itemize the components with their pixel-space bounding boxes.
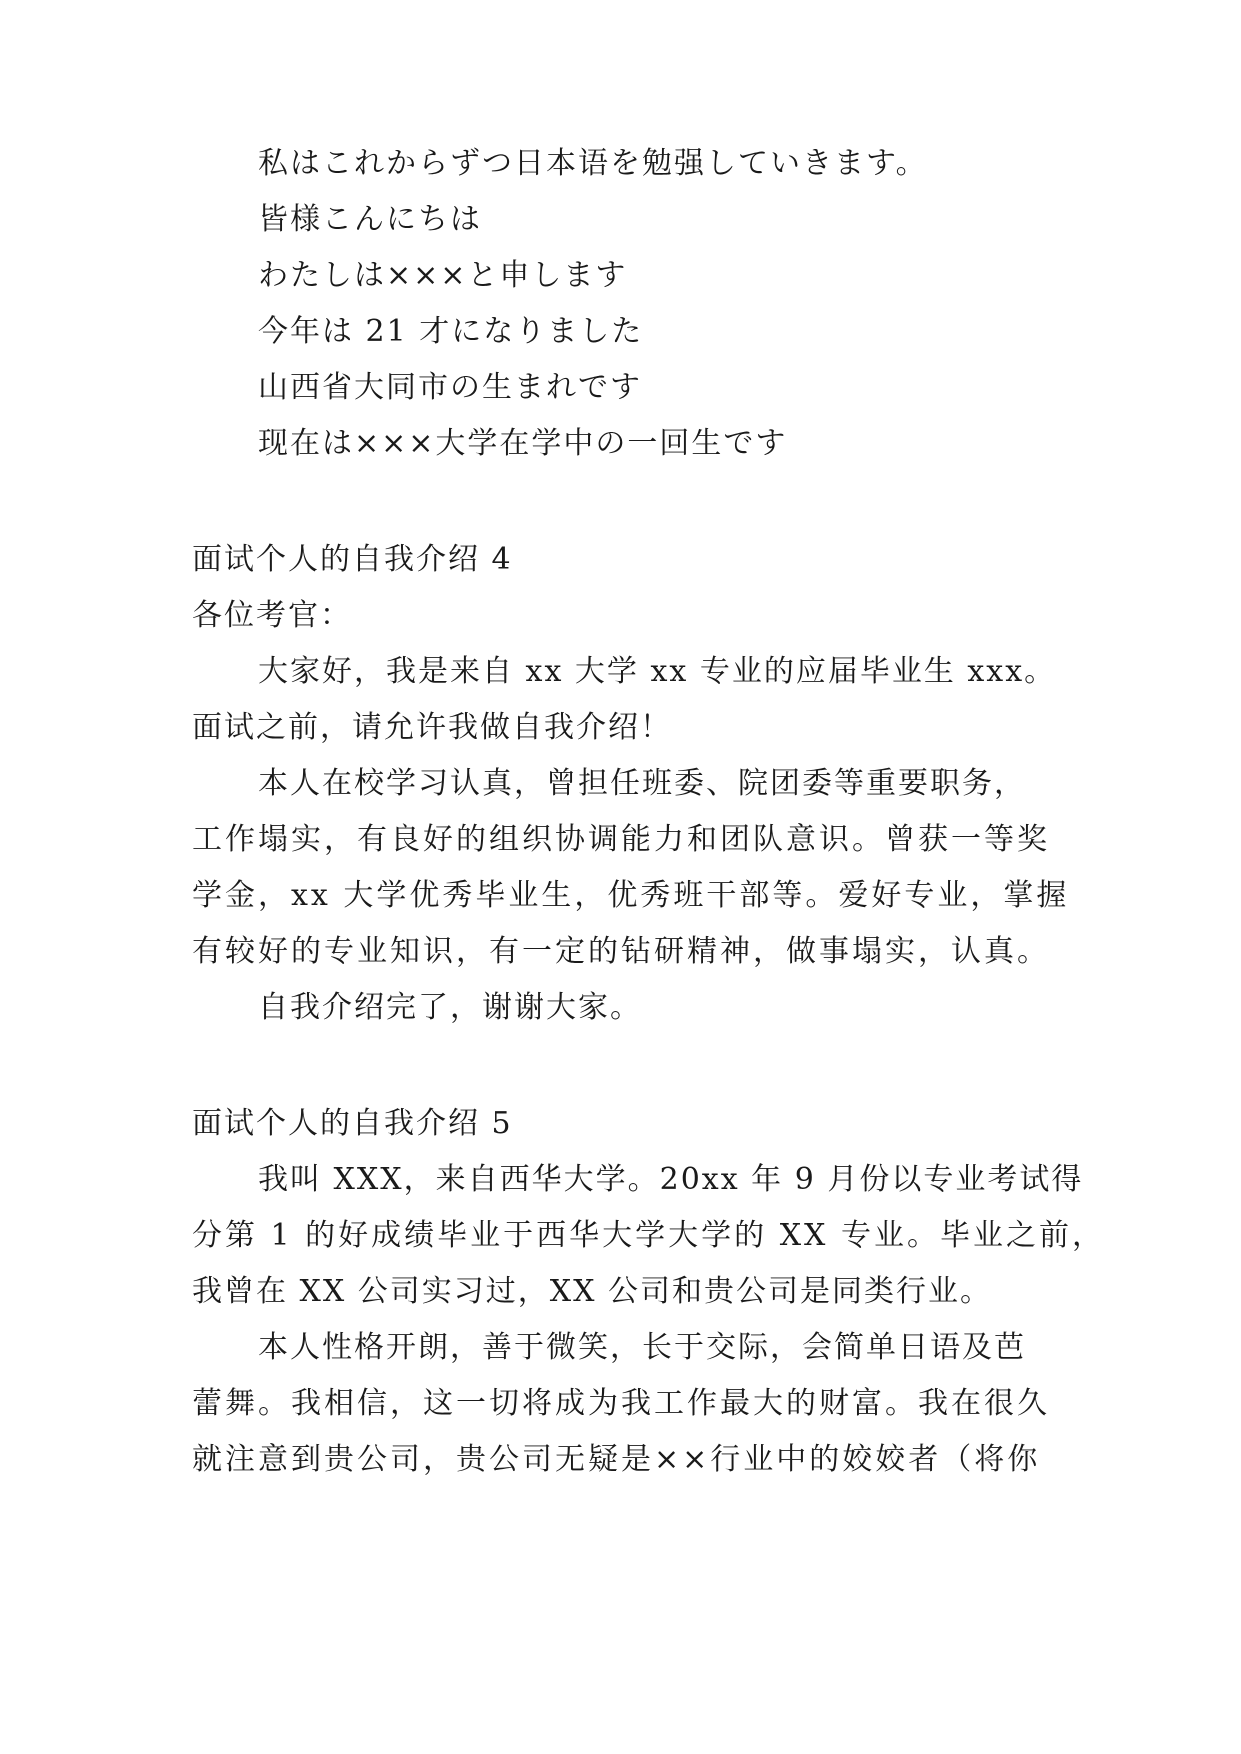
greeting: 各位考官：: [192, 598, 352, 633]
paragraph-line: 学金，xx 大学优秀毕业生，优秀班干部等。爱好专业，掌握: [192, 878, 1070, 913]
paragraph-line: 蕾舞。我相信，这一切将成为我工作最大的财富。我在很久: [192, 1386, 1050, 1421]
japanese-line: 现在は×××大学在学中の一回生です: [258, 426, 788, 461]
section-title: 面试个人的自我介绍 5: [192, 1106, 513, 1141]
paragraph-line: 本人性格开朗，善于微笑，长于交际，会简单日语及芭: [258, 1330, 1026, 1365]
japanese-line: 山西省大同市の生まれです: [258, 370, 642, 405]
paragraph-line: 面试之前，请允许我做自我介绍！: [192, 710, 672, 745]
paragraph-line: 分第 1 的好成绩毕业于西华大学大学的 XX 专业。毕业之前，: [192, 1218, 1105, 1253]
paragraph-line: 我曾在 XX 公司实习过，XX 公司和贵公司是同类行业。: [192, 1274, 993, 1309]
japanese-line: 皆様こんにちは: [258, 202, 482, 237]
japanese-line: 私はこれからずつ日本语を勉强していきます。: [258, 146, 928, 181]
japanese-line: 今年は 21 才になりました: [258, 314, 644, 349]
paragraph-line: 我叫 XXX，来自西华大学。20xx 年 9 月份以专业考试得: [258, 1162, 1084, 1197]
closing-line: 自我介绍完了，谢谢大家。: [258, 990, 642, 1025]
paragraph-line: 就注意到贵公司，贵公司无疑是××行业中的姣姣者（将你: [192, 1442, 1041, 1477]
paragraph-line: 有较好的专业知识，有一定的钻研精神，做事塌实，认真。: [192, 934, 1050, 969]
paragraph-line: 工作塌实，有良好的组织协调能力和团队意识。曾获一等奖: [192, 822, 1050, 857]
paragraph-line: 本人在校学习认真，曾担任班委、院团委等重要职务，: [258, 766, 1026, 801]
japanese-line: わたしは×××と申します: [258, 258, 628, 293]
paragraph-line: 大家好，我是来自 xx 大学 xx 专业的应届毕业生 xxx。: [258, 654, 1057, 689]
section-title: 面试个人的自我介绍 4: [192, 542, 513, 577]
